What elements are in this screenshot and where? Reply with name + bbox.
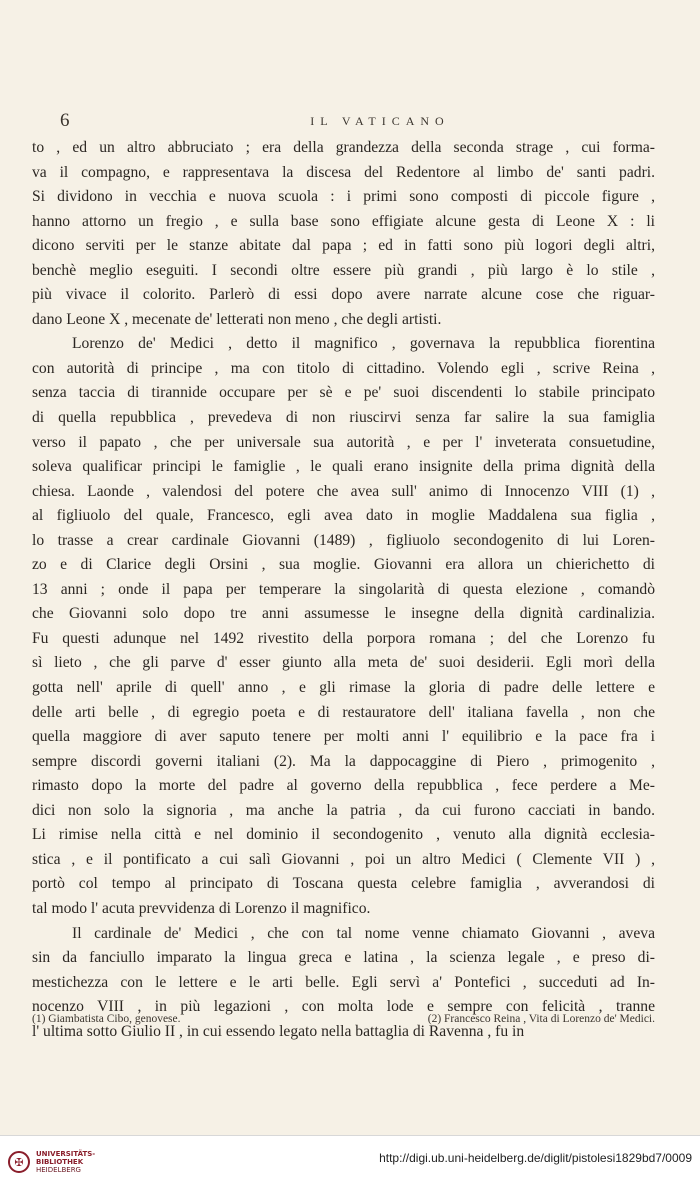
line-text: dici non solo la signoria , ma anche la patria , da cui furono cacciati in bando. — [32, 801, 655, 819]
line-text: sì lieto , che gli parve d' esser giunto alla meta de' suoi desiderii. Egli morì della — [32, 654, 655, 672]
page-url[interactable]: http://digi.ub.uni-heidelberg.de/diglit/pistolesi1829bd7/0009 — [379, 1151, 692, 1165]
library-logo[interactable] — [8, 1150, 95, 1174]
text-line — [32, 406, 655, 431]
text-line — [32, 283, 655, 308]
text-line — [32, 332, 655, 357]
line-text: soleva qualificar principi le famiglie , le quali erano insignite della prima dignità della — [32, 458, 655, 476]
library-logo-text — [36, 1150, 95, 1174]
line-text: delle arti belle , di egregio poeta e di restauratore dell' italiana favella , non che — [32, 703, 655, 721]
text-line — [32, 971, 655, 996]
page-header — [60, 110, 660, 134]
line-text: chiesa. Laonde , valendosi del potere che avea sull' animo di Innocenzo VIII (1) , — [32, 482, 655, 500]
text-line — [32, 651, 655, 676]
line-text: nocenzo VIII , in più legazioni , con molta lode e sempre con felicità , tranne — [32, 998, 655, 1016]
text-line — [32, 872, 655, 897]
text-line — [32, 627, 655, 652]
line-text: con autorità di principe , ma con titolo di cittadino. Volendo egli , scrive Reina , — [32, 359, 655, 377]
line-text: più vivace il colorito. Parlerò di essi dopo avere narrate alcune cose che riguar- — [32, 286, 655, 304]
text-line — [32, 259, 655, 284]
text-line — [32, 431, 655, 456]
line-text: gotta nell' aprile di quell' anno , e gli rimase la gloria di padre delle lettere e — [32, 679, 655, 697]
text-line — [32, 455, 655, 480]
line-text: zo e di Clarice degli Orsini , sua moglie. Giovanni era allora un chierichetto di — [32, 556, 655, 574]
text-line — [32, 922, 655, 947]
line-text: verso il papato , che per universale sua autorità , e per l' inveterata consuetudine, — [32, 433, 655, 451]
text-line — [32, 553, 655, 578]
university-seal-icon: ✠ — [8, 1151, 30, 1173]
line-text: lo trasse a crear cardinale Giovanni (1489) , figliuolo secondogenito di lui Loren- — [32, 531, 655, 549]
text-line — [32, 578, 655, 603]
text-line — [32, 480, 655, 505]
footnote-1: (1) Giambatista Cibo, genovese. — [32, 1013, 181, 1025]
page-number: 6 — [60, 110, 70, 131]
line-text: dano Leone X , mecenate de' letterati non meno , che degli artisti. — [32, 310, 442, 328]
text-line — [32, 897, 655, 922]
line-text: di quella repubblica , prevedeva di non riuscirvi senza far salire la sua famiglia — [32, 409, 655, 427]
body-text — [32, 136, 655, 1044]
text-line — [32, 823, 655, 848]
text-line — [32, 725, 655, 750]
text-line — [32, 799, 655, 824]
line-text: mestichezza con le lettere e le arti belle. Egli servì a' Pontefici , succeduti ad In- — [32, 973, 655, 991]
line-text: rimasto dopo la morte del padre al governo della repubblica , fece perdere a Me- — [32, 777, 655, 795]
text-line — [32, 161, 655, 186]
line-text: Fu questi adunque nel 1492 rivestito della porpora romana ; del che Lorenzo fu — [32, 629, 655, 647]
viewer-footer — [0, 1135, 700, 1188]
line-text: Lorenzo de' Medici , detto il magnifico , governava la repubblica fiorentina — [72, 335, 655, 353]
text-line — [32, 136, 655, 161]
line-text: Si dividono in vecchia e nuova scuola : i primi sono composti di piccole figure , — [32, 188, 655, 206]
line-text: tal modo l' acuta prevvidenza di Lorenzo il magnifico. — [32, 899, 371, 917]
footnotes — [32, 1013, 655, 1025]
line-text: Li rimise nella città e nel dominio il secondogenito , venuto alla dignità ecclesia- — [32, 826, 655, 844]
footnote-2: (2) Francesco Reina , Vita di Lorenzo de' Medici. — [427, 1013, 655, 1025]
line-text: hanno attorno un fregio , e sulla base sono effigiate alcune gesta di Leone X : li — [32, 212, 655, 230]
text-line — [32, 602, 655, 627]
line-text: che Giovanni solo dopo tre anni assumesse le insegne della dignità cardinalizia. — [32, 605, 655, 623]
line-text: sempre discordi governi italiani (2). Ma la dappocaggine di Piero , primogenito , — [32, 752, 655, 770]
text-line — [32, 774, 655, 799]
line-text: dicono serviti per le stanze abitate dal papa ; ed in fatti sono più logori degli altri, — [32, 237, 655, 255]
text-line — [32, 504, 655, 529]
text-line — [32, 308, 655, 333]
logo-line-2: BIBLIOTHEK — [36, 1158, 84, 1166]
text-line — [32, 676, 655, 701]
text-line — [32, 750, 655, 775]
line-text: portò col tempo al principato di Toscana questa celebre famiglia , avverandosi di — [32, 875, 655, 893]
text-line — [32, 701, 655, 726]
line-text: al figliuolo del quale, Francesco, egli avea dato in moglie Maddalena sua figlia , — [32, 507, 655, 525]
running-title: IL VATICANO — [310, 114, 450, 128]
line-text: to , ed un altro abbruciato ; era della grandezza della seconda strage , cui forma- — [32, 139, 655, 156]
text-line — [32, 234, 655, 259]
line-text: sin da fanciullo imparato la lingua greca e latina , la scienza legale , e preso di- — [32, 949, 655, 967]
logo-line-3: HEIDELBERG — [36, 1166, 81, 1174]
line-text: l' ultima sotto Giulio II , in cui essendo legato nella battaglia di Ravenna , fu in — [32, 1022, 525, 1040]
text-line — [32, 357, 655, 382]
text-line — [32, 185, 655, 210]
logo-line-1: UNIVERSITÄTS- — [36, 1150, 96, 1158]
text-line — [32, 946, 655, 971]
text-line — [32, 848, 655, 873]
line-text: 13 anni ; onde il papa per temperare la singolarità di questa elezione , comandò — [32, 580, 655, 598]
line-text: senza taccia di tirannide occupare per sè e pe' suoi discendenti lo stabile principato — [32, 384, 655, 402]
line-text: Il cardinale de' Medici , che con tal nome venne chiamato Giovanni , aveva — [72, 924, 655, 942]
text-line — [32, 381, 655, 406]
line-text: stica , e il pontificato a cui salì Giovanni , poi un altro Medici ( Clemente VII ) , — [32, 850, 655, 868]
line-text: benchè meglio eseguiti. I secondi oltre essere più grandi , più largo è lo stile , — [32, 261, 655, 279]
text-line — [32, 529, 655, 554]
line-text: va il compagno, e rappresentava la discesa del Redentore al limbo de' santi padri. — [32, 163, 655, 181]
line-text: quella maggiore di aver saputo tenere per molti anni l' equilibrio e la pace fra i — [32, 728, 655, 746]
text-line — [32, 210, 655, 235]
